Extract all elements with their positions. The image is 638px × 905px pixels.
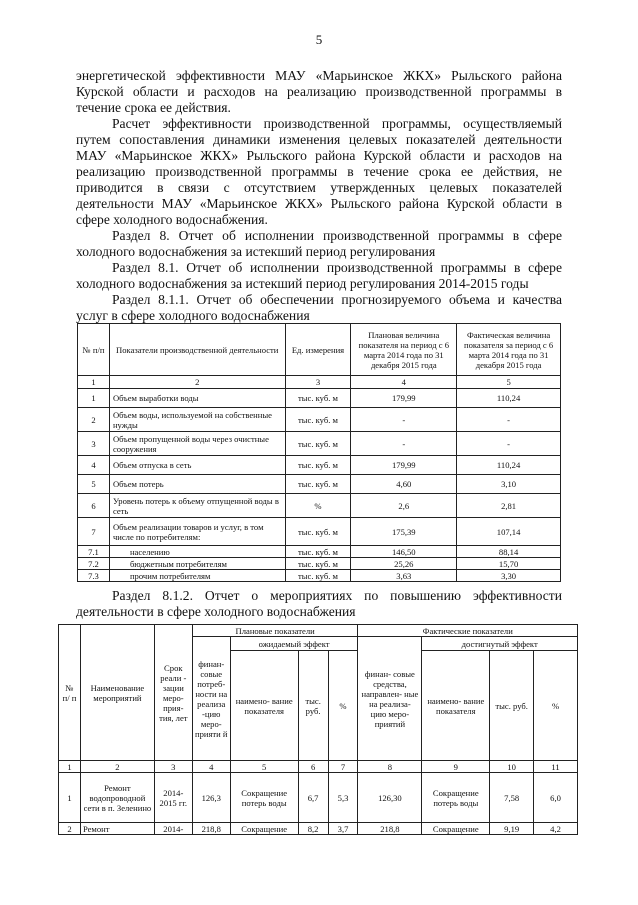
row-indicator: населению <box>109 546 285 558</box>
row-unit: тыс. куб. м <box>285 456 351 475</box>
row-plan: 175,39 <box>351 518 457 546</box>
table-row <box>78 494 561 518</box>
colnum: 9 <box>422 761 490 773</box>
row-unit: тыс. куб. м <box>285 518 351 546</box>
row-achieved-percent: 6,0 <box>534 773 578 823</box>
column-number-row <box>78 376 561 389</box>
colnum: 3 <box>154 761 192 773</box>
table-row <box>59 773 578 823</box>
header-indicator-name: наимено- вание показателя <box>230 651 298 761</box>
row-term: 2014- 2015 гг. <box>154 773 192 823</box>
row-indicator: прочим потребителям <box>109 570 285 582</box>
header-measure-name: Наименование мероприятий <box>80 625 154 761</box>
row-num: 6 <box>78 494 110 518</box>
row-fact: 110,24 <box>457 456 561 475</box>
table-row <box>78 408 561 432</box>
row-measure-name: Ремонт водопроводной сети в п. Зеленино <box>80 773 154 823</box>
row-effect-rub: 8,2 <box>298 823 328 835</box>
header-row-1 <box>59 625 578 637</box>
row-measure-name: Ремонт <box>80 823 154 835</box>
row-num: 2 <box>78 408 110 432</box>
row-unit: тыс. куб. м <box>285 432 351 456</box>
header-indicator-name: наимено- вание показателя <box>422 651 490 761</box>
paragraph-2: Расчет эффективности производственной программы, осуществляемый путем сопоставления динамики изменения целевых показателей деятельности МАУ «Марьинское ЖКХ» Рыльского района Курской области и расходов на реализацию производственной программы в течение срока ее действия, не приводится в связи с отсутствием утвержденных целевых показателей деятельности МАУ «Марьинское ЖКХ» Рыльского района Курской области в сфере холодного водоснабжения. <box>76 116 562 227</box>
row-plan: 25,26 <box>351 558 457 570</box>
row-plan: - <box>351 408 457 432</box>
header-num: № п/ п <box>59 625 81 761</box>
header-fin-spent: финан- совые средства, направлен- ные на реализа- цию меро- приятий <box>358 637 422 761</box>
row-fact: 88,14 <box>457 546 561 558</box>
colnum: 1 <box>78 376 110 389</box>
row-indicator: Уровень потерь к объему отпущенной воды в сеть <box>109 494 285 518</box>
header-fact: Фактическая величина показателя за период с 6 марта 2014 года по 31 декабря 2015 года <box>457 324 561 376</box>
row-fact: 3,30 <box>457 570 561 582</box>
efficiency-measures-table <box>58 624 578 835</box>
row-fact: 107,14 <box>457 518 561 546</box>
header-indicator: Показатели производственной деятельности <box>109 324 285 376</box>
colnum: 4 <box>192 761 230 773</box>
row-effect-percent: 5,3 <box>328 773 358 823</box>
table-row <box>78 518 561 546</box>
row-num: 1 <box>78 389 110 408</box>
table-row <box>59 823 578 835</box>
row-num: 1 <box>59 773 81 823</box>
header-plan: Плановая величина показателя на период с 6 марта 2014 года по 31 декабря 2015 года <box>351 324 457 376</box>
section-8-heading: Раздел 8. Отчет об исполнении производственной программы в сфере холодного водоснабжения за истекший период регулирования <box>76 228 562 259</box>
colnum: 5 <box>457 376 561 389</box>
colnum: 8 <box>358 761 422 773</box>
row-num: 4 <box>78 456 110 475</box>
colnum: 6 <box>298 761 328 773</box>
table-row <box>78 546 561 558</box>
row-fact: - <box>457 408 561 432</box>
row-plan: - <box>351 432 457 456</box>
row-achieved-rub: 7,58 <box>490 773 534 823</box>
row-fact: 2,81 <box>457 494 561 518</box>
row-indicator: бюджетным потребителям <box>109 558 285 570</box>
row-effect-name: Сокращение потерь воды <box>230 773 298 823</box>
row-num: 7.2 <box>78 558 110 570</box>
row-unit: тыс. куб. м <box>285 475 351 494</box>
header-unit: Ед. измерения <box>285 324 351 376</box>
row-plan: 3,63 <box>351 570 457 582</box>
colnum: 3 <box>285 376 351 389</box>
colnum: 7 <box>328 761 358 773</box>
row-fin-fact: 218,8 <box>358 823 422 835</box>
colnum: 10 <box>490 761 534 773</box>
row-achieved-name: Сокращение потерь воды <box>422 773 490 823</box>
header-expected-effect: ожидаемый эффект <box>230 637 358 651</box>
colnum: 2 <box>80 761 154 773</box>
table-header-row <box>78 324 561 376</box>
row-unit: тыс. куб. м <box>285 570 351 582</box>
colnum: 2 <box>109 376 285 389</box>
row-indicator: Объем воды, используемой на собственные нужды <box>109 408 285 432</box>
row-indicator: Объем пропущенной воды через очистные сооружения <box>109 432 285 456</box>
paragraph-1: энергетической эффективности МАУ «Марьинское ЖКХ» Рыльского района Курской области и расходов на реализацию производственной программы в течение срока ее действия. <box>76 68 562 115</box>
row-indicator: Объем реализации товаров и услуг, в том числе по потребителям: <box>109 518 285 546</box>
row-unit: % <box>285 494 351 518</box>
table-row <box>78 432 561 456</box>
body-text <box>76 68 562 324</box>
row-plan: 179,99 <box>351 389 457 408</box>
section-8-1-2-heading: Раздел 8.1.2. Отчет о мероприятиях по повышению эффективности деятельности в сфере холодного водоснабжения <box>76 588 562 619</box>
production-volume-table <box>77 323 561 582</box>
column-number-row <box>59 761 578 773</box>
row-fin-fact: 126,30 <box>358 773 422 823</box>
row-num: 2 <box>59 823 81 835</box>
row-effect-percent: 3,7 <box>328 823 358 835</box>
row-achieved-name: Сокращение <box>422 823 490 835</box>
row-fin-plan: 126,3 <box>192 773 230 823</box>
colnum: 1 <box>59 761 81 773</box>
table-row <box>78 570 561 582</box>
row-indicator: Объем выработки воды <box>109 389 285 408</box>
header-num: № п/п <box>78 324 110 376</box>
row-plan: 2,6 <box>351 494 457 518</box>
header-percent: % <box>534 651 578 761</box>
row-num: 7.1 <box>78 546 110 558</box>
row-num: 5 <box>78 475 110 494</box>
row-achieved-percent: 4,2 <box>534 823 578 835</box>
header-planned: Плановые показатели <box>192 625 358 637</box>
table-row <box>78 558 561 570</box>
row-plan: 179,99 <box>351 456 457 475</box>
section-8-1-heading: Раздел 8.1. Отчет об исполнении производственной программы в сфере холодного водоснабжения за истекший период регулирования 2014-2015 годы <box>76 260 562 291</box>
row-unit: тыс. куб. м <box>285 408 351 432</box>
row-fact: 15,70 <box>457 558 561 570</box>
section-8-1-1-heading: Раздел 8.1.1. Отчет об обеспечении прогнозируемого объема и качества услуг в сфере холодного водоснабжения <box>76 292 562 323</box>
header-achieved-effect: достигнутый эффект <box>422 637 578 651</box>
row-fact: 110,24 <box>457 389 561 408</box>
row-unit: тыс. куб. м <box>285 389 351 408</box>
row-num: 7.3 <box>78 570 110 582</box>
row-plan: 4,60 <box>351 475 457 494</box>
page-number: 5 <box>315 32 323 47</box>
row-unit: тыс. куб. м <box>285 546 351 558</box>
row-fin-plan: 218,8 <box>192 823 230 835</box>
table-row <box>78 475 561 494</box>
row-indicator: Объем потерь <box>109 475 285 494</box>
table-row <box>78 389 561 408</box>
row-achieved-rub: 9,19 <box>490 823 534 835</box>
row-indicator: Объем отпуска в сеть <box>109 456 285 475</box>
header-percent: % <box>328 651 358 761</box>
colnum: 4 <box>351 376 457 389</box>
row-num: 7 <box>78 518 110 546</box>
header-thous-rub: тыс. руб. <box>298 651 328 761</box>
section-8-1-2-block <box>76 588 562 620</box>
row-term: 2014- <box>154 823 192 835</box>
row-num: 3 <box>78 432 110 456</box>
row-fact: 3,10 <box>457 475 561 494</box>
row-fact: - <box>457 432 561 456</box>
row-unit: тыс. куб. м <box>285 558 351 570</box>
row-effect-name: Сокращение <box>230 823 298 835</box>
header-term: Срок реали - зации меро- прия- тия, лет <box>154 625 192 761</box>
row-plan: 146,50 <box>351 546 457 558</box>
colnum: 5 <box>230 761 298 773</box>
table-row <box>78 456 561 475</box>
header-actual: Фактические показатели <box>358 625 578 637</box>
header-thous-rub: тыс. руб. <box>490 651 534 761</box>
row-effect-rub: 6,7 <box>298 773 328 823</box>
header-fin-need: финан- совые потреб- ности на реализа -цию меро- прияти й <box>192 637 230 761</box>
colnum: 11 <box>534 761 578 773</box>
